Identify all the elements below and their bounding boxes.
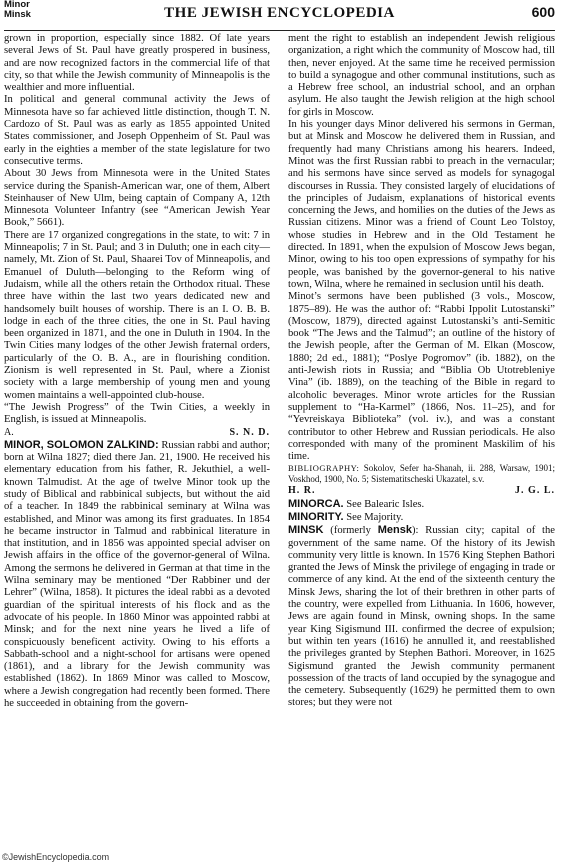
paragraph: About 30 Jews from Minnesota were in the United States service during the Spanish-American war, one of them, Albert Steinhauser of New Ulm, being captain of Company A, 12th Minnesota Volunteer Infantry (see “American Jewish Year Book,” 5661). [4, 168, 270, 229]
author-signature [4, 427, 270, 439]
alt-headword: Mensk [377, 524, 412, 537]
headword: MINORITY. [288, 510, 344, 523]
signature-right: J. G. L. [515, 485, 555, 497]
copyright-footer: ©JewishEncyclopedia.com [2, 852, 110, 862]
signature-right: S. N. D. [229, 426, 270, 438]
running-head-first: Minor [4, 0, 30, 10]
signature-left: A. [4, 426, 14, 438]
headword-paren: (formerly [323, 525, 378, 537]
headword: MINOR, SOLOMON ZALKIND: [4, 438, 159, 451]
left-column [4, 33, 270, 710]
bibliography-label: BIBLIOGRAPHY: [288, 463, 360, 474]
paragraph: grown in proportion, especially since 1882. Of late years several Jews of St. Paul have greatly prospered in business, and are now recognized factors in the commercial life of that city, so that while the Jewish community of Minneapolis is the wealthier and more influential. [4, 33, 270, 94]
entry-minority [288, 511, 555, 524]
paragraph: Minot’s sermons have been published (3 vols., Moscow, 1875–89). He was the author of: “Rabbi Ippolit Lutostanski” (Moscow, 1879), directed against Lutostanski’s anti-Semitic book “The Jews and the Talmud”; an outline of the history of the Jewish people, after the German of M. Elkan (Moscow, 1880; 2d ed., 1881); “Poslye Pogromov” (ib. 1882), on the anti-Jewish riots in Russia; and “Biblia Ob Utotrebleniye Vina” (ib. 1889), on the teaching of the Bible in regard to alcoholic beverages. Minor wrote articles for the Russian supplement to “Ha-Karmel” (1866, Nos. 11–25), and for “Yevreiskaya Biblioteka” (vol. iv.), and was a constant contributor to other Hebrew and Russian periodicals. He also corresponded with many of the prominent Maskilim of his time. [288, 291, 555, 463]
article-minor-solomon [4, 439, 270, 711]
article-minsk [288, 524, 555, 709]
page-number: 600 [531, 4, 555, 20]
signature-left: H. R. [288, 485, 316, 497]
article-body: Russian rabbi and author; born at Wilna 1827; died there Jan. 21, 1900. He received his elementary education from his father, R. Jekuthiel, a well-known Talmudist. At the age of twelve Minor took up the study of Biblical and rabbinical subjects, but without the aid of a teacher. In 1849 the rabbinical seminary at Wilna was established, and Minor was among its first graduates. In 1854 he became instructor in Talmud and rabbinical literature in that institution, and in 1856 was appointed special adviser on Jewish affairs in the office of the governor-general of Wilna. Among the sermons he delivered in German at that time in the Wilna seminary may be mentioned “Der Rabbiner und der Lehrer” (Wilna, 1858). It pictures the ideal rabbi as a devoted guardian of the spiritual interests of his flock and as the advocate of his people. In 1860 Minor was appointed rabbi at Minsk; and for the next nine years he lived a life of conspicuously beneficent activity. Owing to his efforts a Sabbath-school and a night-school for artisans were opened (1861), and a library for the Jewish community was established (1862). In 1869 Minor was called to Moscow, where a Jewish congregation had recently been formed. There he succeeded in obtaining from the govern- [4, 439, 270, 710]
headword: MINSK [288, 524, 324, 537]
author-signature [288, 485, 555, 497]
page-header [4, 0, 555, 31]
running-head-last: Minsk [4, 9, 31, 20]
cross-reference: See Majority. [343, 511, 404, 523]
article-body: ): Russian city; capital of the government of the same name. Of the history of its Jewish community very little is known. In 1576 King Stephen Bathori granted the Jews of Minsk the privilege of engaging in trade or commerce of any kind. At the end of the sixteenth century the Minsk Jews, sharing the lot of their brethren in other parts of the country, were expelled from Lithuania. In 1606, however, Jews are again found in Minsk, owning shops. In the same year King Sigismund III. confirmed the decree of expulsion; but within ten years (1616) he annulled it, and reestablished the privileges granted by Stephen Bathori. Moreover, in 1625 Sigismund granted the Jewish community permanent possession of the tracts of land occupied by the synagogue and the cemetery. Subsequently (1629) he permitted them to own stores; but they were not [288, 525, 555, 709]
entry-minorca [288, 498, 555, 511]
paragraph: ment the right to establish an independent Jewish religious organization, a right which the community of Moscow had, till then, never enjoyed. At the same time he received permission to build a synagogue and other communal institutions, such as a Hebrew free school, an industrial school, and an orphan asylum. He also taught the Jewish religion at the high school for girls in Moscow. [288, 33, 555, 118]
right-column [288, 33, 555, 710]
bibliography-text: Sokolov, Sefer ha-Shanah, ii. 288, Warsaw, 1901; Voskhod, 1900, No. 5; Sistematitscheski Ukazatel, s.v. [288, 463, 555, 485]
paragraph: “The Jewish Progress” of the Twin Cities, a weekly in English, is issued at Minneapolis. [4, 401, 270, 426]
paragraph: There are 17 organized congregations in the state, to wit: 7 in Minneapolis; 7 in St. Paul; and 3 in Duluth; one in each city—namely, Mt. Zion of St. Paul, Shaarei Tov of Minneapolis, and Emanuel of Duluth—belonging to the Reform wing of Judaism, while all the others retain the Orthodox ritual. These three have within the last two years dedicated new and handsomely built houses of worship. There is an I. O. B. B. lodge in each of the three cities, the one in St. Paul having been organized in 1871, and the one in Duluth in 1904. In the Twin Cities many lodges of the other Jewish fraternal orders, particularly of the O. B. A., are in flourishing condition. Zionism is well represented in St. Paul, where a Zionist society with a large membership of young men and young women maintains a well-appointed club-house. [4, 229, 270, 401]
cross-reference: See Balearic Isles. [343, 498, 425, 510]
headword: MINORCA. [288, 497, 344, 510]
paragraph: In his younger days Minor delivered his sermons in German, but at Minsk and Moscow he delivered them in Russian, and frequently had many Christians among his hearers. Indeed, Minot was the first Russian rabbi to preach in the vernacular; and his sermons have since served as models for synagogal discourses in Russia. They consisted largely of elucidations of the principles of Judaism, explanations of historical events concerning the Jews, and homilies on the duties of the Jews as Russian citizens. Minor was a friend of Count Leo Tolstoy, whose studies in Hebrew and in the Old Testament he directed. In 1891, when the expulsion of Moscow Jews began, Minor, owing to his too open expressions of sympathy for his people, was banished by the governor-general to his native town, Wilna, where he remained in seclusion until his death. [288, 119, 555, 290]
bibliography [288, 463, 555, 485]
paragraph: In political and general communal activity the Jews of Minnesota have so far achieved little distinction, though T. N. Cardozo of St. Paul was as early as 1855 appointed United States commissioner, and Joseph Oppenheim of St. Paul was early in the eighties a member of the state legislature for two consecutive terms. [4, 94, 270, 167]
publication-title: THE JEWISH ENCYCLOPEDIA [164, 5, 395, 21]
